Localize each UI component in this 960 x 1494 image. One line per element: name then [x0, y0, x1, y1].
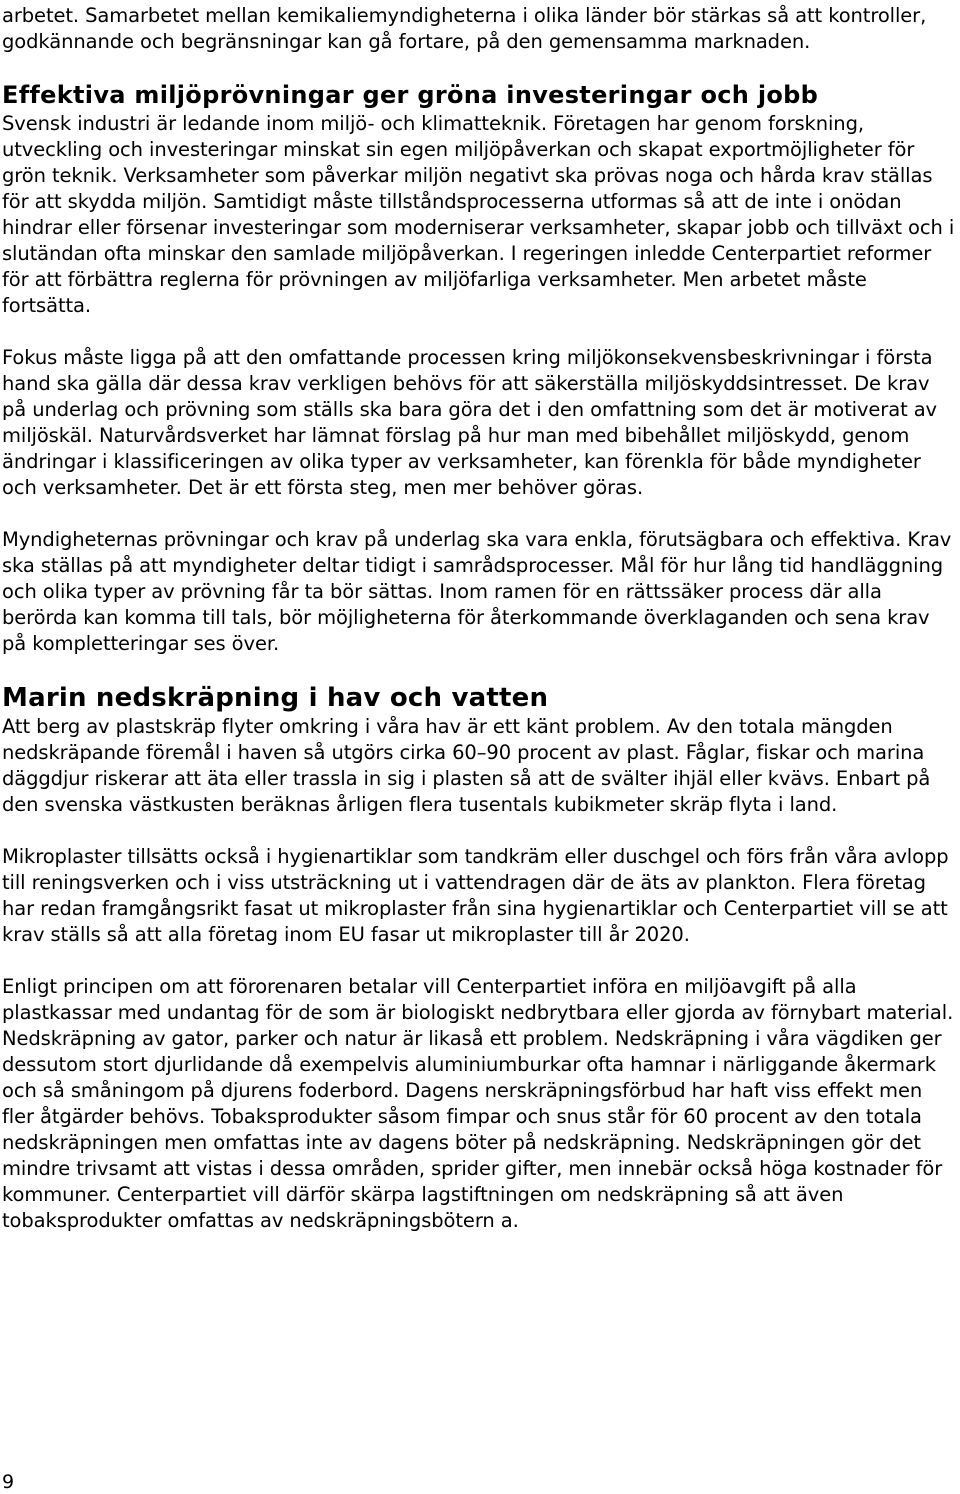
page-number: 9 [2, 1471, 15, 1493]
section-1-paragraph-2: Fokus måste ligga på att den omfattande processen kring miljökonsekvensbeskrivningar i första hand ska gälla där dessa krav verkligen behövs för att säkerställa miljöskyddsintresset. De krav på underlag och prövning som ställs ska bara göra det i den omfattning som det är motiverat av miljöskäl. Naturvårdsverket har lämnat förslag på hur man med bibehållet miljöskydd, genom ändringar i klassificeringen av olika typer av verksamheter, kan förenkla för både myndigheter och verksamheter. Det är ett första steg, men mer behöver göras. [2, 346, 937, 499]
intro-paragraph: arbetet. Samarbetet mellan kemikaliemyndigheterna i olika länder bör stärkas så att kontroller, godkännande och begränsningar kan gå fortare, på den gemensamma marknaden. [2, 4, 927, 53]
section-2-paragraph-3: Enligt principen om att förorenaren betalar vill Centerpartiet införa en miljöavgift på alla plastkassar med undantag för de som är biologiskt nedbrytbara eller gjorda av förnybart material. Nedskräpning av gator, parker och natur är likaså ett problem. Nedskräpning i våra vägdiken ger dessutom stort djurlidande då exempelvis aluminiumburkar ofta hamnar i närliggande åkermark och så småningom på djurens foderbord. Dagens nerskräpningsförbud har haft viss effekt men fler åtgärder behövs. Tobaksprodukter såsom fimpar och snus står för 60 procent av den totala nedskräpningen men omfattas inte av dagens böter på nedskräpning. Nedskräpningen gör det mindre trivsamt att vistas i dessa områden, sprider gifter, men innebär också höga kostnader för kommuner. Centerpartiet vill därför skärpa lagstiftningen om nedskräpning så att även tobaksprodukter omfattas av nedskräpningsbötern a. [2, 975, 954, 1232]
section-2-paragraph-2: Mikroplaster tillsätts också i hygienartiklar som tandkräm eller duschgel och förs från våra avlopp till reningsverken och i viss utsträckning ut i vattendragen där de äts av plankton. Flera företag har redan framgångsrikt fasat ut mikroplaster från sina hygienartiklar och Centerpartiet vill se att krav ställs så att alla företag inom EU fasar ut mikroplaster till år 2020. [2, 845, 949, 946]
section-heading-marine-litter: Marin nedskräpning i hav och vatten [2, 683, 549, 713]
section-heading-environmental-permits: Effektiva miljöprövningar ger gröna investeringar och jobb [2, 81, 819, 109]
section-1-paragraph-1: Svensk industri är ledande inom miljö- och klimatteknik. Företagen har genom forskning, utveckling och investeringar minskat sin egen miljöpåverkan och skapat exportmöjligheter för grön teknik. Verksamheter som påverkar miljön negativt ska prövas noga och hårda krav ställas för att skydda miljön. Samtidigt måste tillståndsprocesserna utformas så att de inte i onödan hindrar eller försenar investeringar som moderniserar verksamheter, skapar jobb och tillväxt och i slutändan ofta minskar den samlade miljöpåverkan. I regeringen inledde Centerpartiet reformer för att förbättra reglerna för prövningen av miljöfarliga verksamheter. Men arbetet måste fortsätta. [2, 112, 955, 317]
section-1-paragraph-3: Myndigheternas prövningar och krav på underlag ska vara enkla, förutsägbara och effektiva. Krav ska ställas på att myndigheter deltar tidigt i samrådsprocesser. Mål för hur lång tid handläggning och olika typer av prövning får ta bör sättas. Inom ramen för en rättssäker process där alla berörda kan komma till tals, bör möjligheterna för återkommande överklaganden och sena krav på kompletteringar ses över. [2, 528, 952, 655]
document-page [0, 3, 960, 1494]
section-2-paragraph-1: Att berg av plastskräp flyter omkring i våra hav är ett känt problem. Av den totala mängden nedskräpande föremål i haven så utgörs cirka 60–90 procent av plast. Fåglar, fiskar och marina däggdjur riskerar att äta eller trassla in sig i plasten så att de svälter ihjäl eller kvävs. Enbart på den svenska västkusten beräknas årligen flera tusentals kubikmeter skräp flyta i land. [2, 715, 931, 816]
